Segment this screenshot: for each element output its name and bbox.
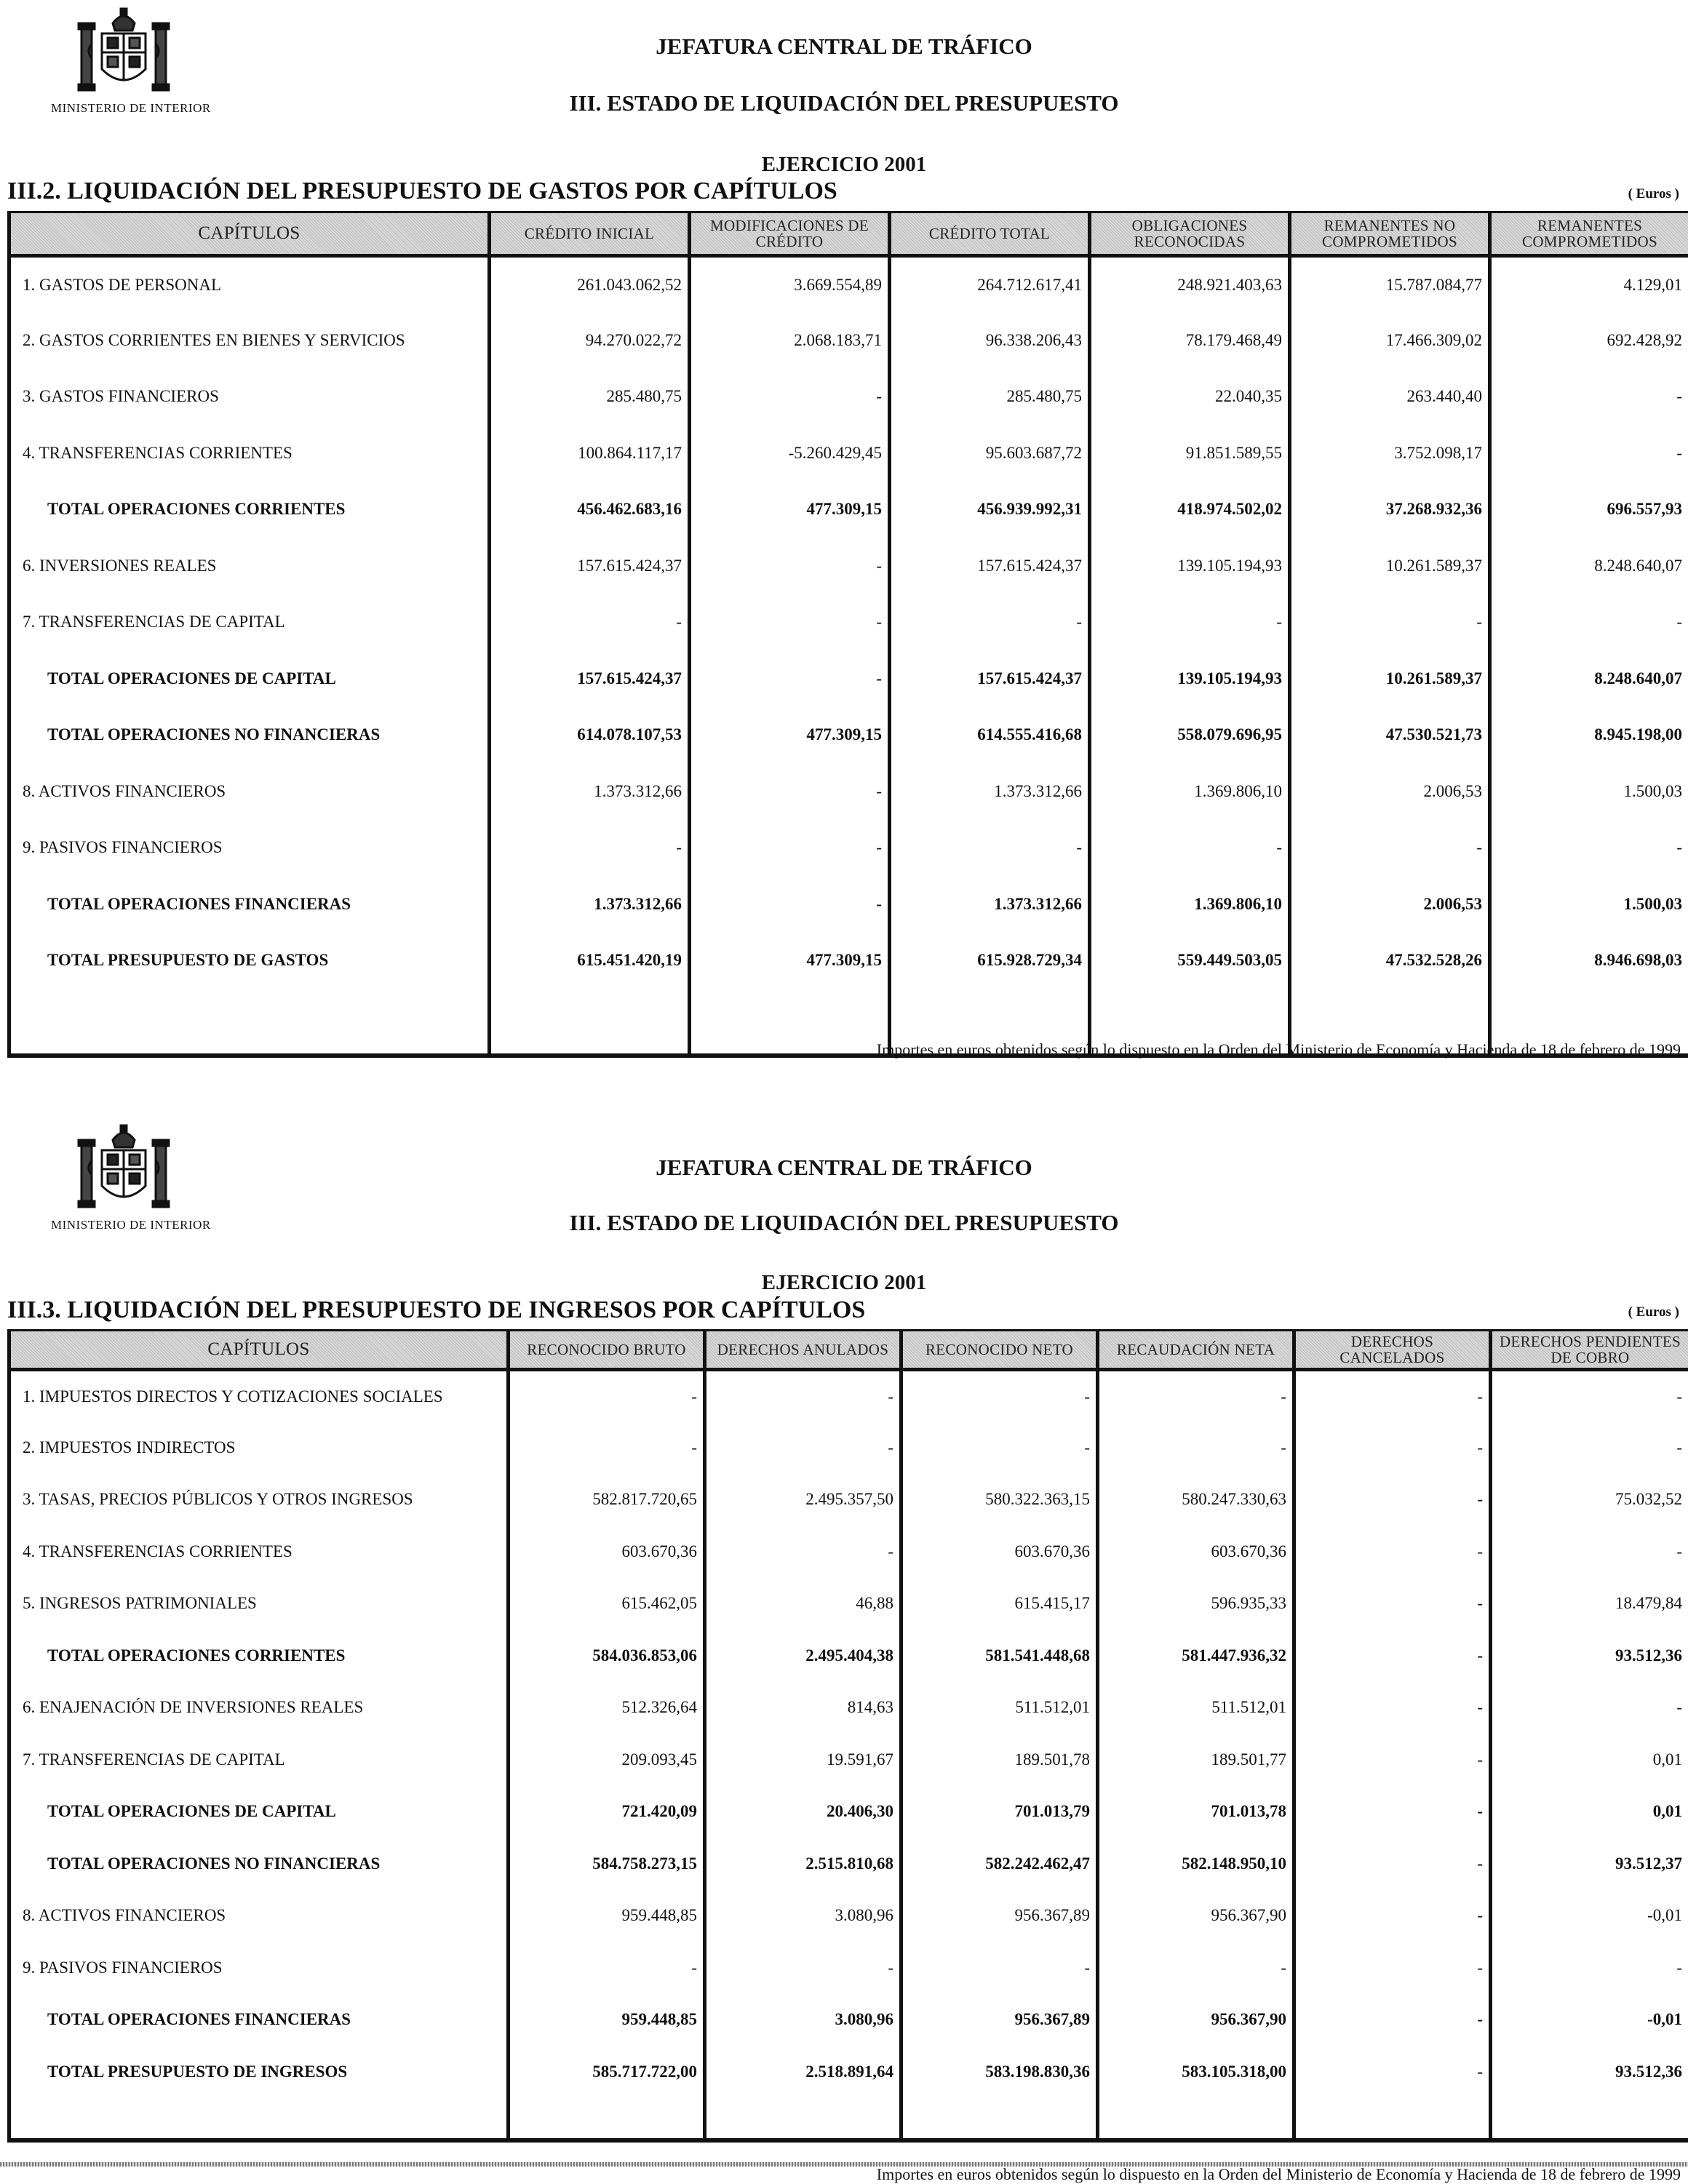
row-label: 2. GASTOS CORRIENTES EN BIENES Y SERVICIOS [9,312,490,369]
table-row [9,1526,1688,1578]
cell-value: - [509,1942,705,1994]
cell-value: 1.369.806,10 [1090,763,1290,820]
row-label: 1. IMPUESTOS DIRECTOS Y COTIZACIONES SOCIALES [9,1370,509,1422]
cell-value: - [1294,1474,1491,1526]
col-header: RECAUDACIÓN NETA [1098,1331,1294,1370]
table-row [9,763,1688,820]
table-row [9,312,1688,369]
table-row [9,1890,1688,1942]
cell-value: - [690,650,890,707]
cell-value: 696.557,93 [1490,482,1688,538]
cell-value: - [1294,1578,1491,1630]
cell-value: 3.669.554,89 [690,256,890,313]
cell-value: 189.501,77 [1098,1734,1294,1786]
cell-value: 1.373.312,66 [490,876,690,933]
cell-value: - [1294,1422,1491,1474]
cell-value: 959.448,85 [509,1994,705,2046]
cell-value: 37.268.932,36 [1290,482,1490,538]
cell-value: 17.466.309,02 [1290,312,1490,369]
cell-value: 814,63 [705,1682,901,1734]
table-row [9,1734,1688,1786]
row-label: 7. TRANSFERENCIAS DE CAPITAL [9,1734,509,1786]
cell-value: - [890,594,1090,651]
cell-value: 139.105.194,93 [1090,650,1290,707]
cell-value: 701.013,78 [1098,1786,1294,1838]
currency-units: ( Euros ) [1628,186,1679,202]
cell-value: 75.032,52 [1491,1474,1688,1526]
row-label: 8. ACTIVOS FINANCIEROS [9,763,490,820]
cell-value: 20.406,30 [705,1786,901,1838]
cell-value: - [705,1942,901,1994]
cell-value: - [1090,594,1290,651]
col-header: DERECHOS ANULADOS [705,1331,901,1370]
ingresos-table [7,1329,1688,2143]
total-row [9,1994,1688,2046]
cell-value: 2.006,53 [1290,876,1490,933]
total-row [9,1786,1688,1838]
table-row [9,1370,1688,1422]
cell-value: 418.974.502,02 [1090,482,1290,538]
table-row [9,425,1688,482]
cell-value: 8.946.698,03 [1490,933,1688,989]
empty-cell [690,989,890,1056]
cell-value: 559.449.503,05 [1090,933,1290,989]
cell-value: 2.495.357,50 [705,1474,901,1526]
row-label: 4. TRANSFERENCIAS CORRIENTES [9,1526,509,1578]
total-row [9,1838,1688,1890]
cell-value: 580.322.363,15 [901,1474,1098,1526]
row-label: TOTAL OPERACIONES DE CAPITAL [9,1786,509,1838]
cell-value: - [705,1422,901,1474]
fiscal-year: EJERCICIO 2001 [761,153,927,176]
cell-value: - [1491,1942,1688,1994]
cell-value: 456.462.683,16 [490,482,690,538]
row-label: TOTAL PRESUPUESTO DE GASTOS [9,933,490,989]
cell-value: - [1294,1942,1491,1994]
footnote: Importes en euros obtenidos según lo dispuesto en la Orden del Ministerio de Economía y Hacienda de 18 de febrero de 1999 [876,2165,1681,2183]
total-row [9,482,1688,538]
col-header: MODIFICACIONES DE CRÉDITO [690,212,890,256]
cell-value: 18.479,84 [1491,1578,1688,1630]
cell-value: 2.515.810,68 [705,1838,901,1890]
total-row [9,707,1688,764]
cell-value: - [1490,594,1688,651]
cell-value: 614.555.416,68 [890,707,1090,764]
cell-value: 157.615.424,37 [890,650,1090,707]
cell-value: - [1294,1526,1491,1578]
cell-value: - [1490,425,1688,482]
cell-value: 596.935,33 [1098,1578,1294,1630]
cell-value: - [690,876,890,933]
cell-value: 956.367,89 [901,1890,1098,1942]
fiscal-year: EJERCICIO 2001 [761,1271,927,1294]
cell-value: 3.752.098,17 [1290,425,1490,482]
cell-value: 581.447.936,32 [1098,1630,1294,1682]
cell-value: 614.078.107,53 [490,707,690,764]
cell-value: 615.928.729,34 [890,933,1090,989]
row-label: TOTAL OPERACIONES NO FINANCIERAS [9,1838,509,1890]
cell-value: 47.530.521,73 [1290,707,1490,764]
cell-value: 94.270.022,72 [490,312,690,369]
cell-value: - [1098,1422,1294,1474]
cell-value: 93.512,36 [1491,2046,1688,2098]
cell-value: 261.043.062,52 [490,256,690,313]
cell-value: - [509,1370,705,1422]
col-header: CAPÍTULOS [9,212,490,256]
empty-cell [9,989,490,1056]
row-label: 9. PASIVOS FINANCIEROS [9,1942,509,1994]
agency-title: JEFATURA CENTRAL DE TRÁFICO [656,33,1032,59]
cell-value: 456.939.992,31 [890,482,1090,538]
cell-value: 583.198.830,36 [901,2046,1098,2098]
cell-value: 157.615.424,37 [490,538,690,594]
row-label: TOTAL OPERACIONES FINANCIERAS [9,1994,509,2046]
cell-value: 3.080,96 [705,1890,901,1942]
cell-value: 47.532.528,26 [1290,933,1490,989]
table-row [9,538,1688,594]
cell-value: - [1090,820,1290,877]
total-row [9,876,1688,933]
cell-value: - [690,763,890,820]
table-row [9,1942,1688,1994]
table-row [9,256,1688,313]
row-label: TOTAL OPERACIONES FINANCIERAS [9,876,490,933]
cell-value: 585.717.722,00 [509,2046,705,2098]
cell-value: 512.326,64 [509,1682,705,1734]
table-row [9,1578,1688,1630]
cell-value: 1.500,03 [1490,876,1688,933]
row-label: 5. INGRESOS PATRIMONIALES [9,1578,509,1630]
cell-value: - [1294,2046,1491,2098]
cell-value: 2.495.404,38 [705,1630,901,1682]
col-header: RECONOCIDO BRUTO [509,1331,705,1370]
cell-value: 91.851.589,55 [1090,425,1290,482]
col-header: CRÉDITO INICIAL [490,212,690,256]
cell-value: 0,01 [1491,1734,1688,1786]
cell-value: - [1491,1422,1688,1474]
table-row [9,1682,1688,1734]
cell-value: 580.247.330,63 [1098,1474,1294,1526]
cell-value: - [1490,820,1688,877]
table-row [9,820,1688,877]
row-label: 4. TRANSFERENCIAS CORRIENTES [9,425,490,482]
cell-value: 22.040,35 [1090,369,1290,426]
cell-value: - [1098,1942,1294,1994]
cell-value: - [1491,1682,1688,1734]
row-label: 7. TRANSFERENCIAS DE CAPITAL [9,594,490,651]
gastos-section [0,0,1688,1069]
cell-value: - [1294,1682,1491,1734]
col-header: DERECHOS CANCELADOS [1294,1331,1491,1370]
cell-value: 157.615.424,37 [490,650,690,707]
empty-cell [1098,2098,1294,2140]
footnote: Importes en euros obtenidos según lo dispuesto en la Orden del Ministerio de Economía y Hacienda de 18 de febrero de 1999 [876,1040,1681,1059]
cell-value: -0,01 [1491,1890,1688,1942]
row-label: 6. INVERSIONES REALES [9,538,490,594]
empty-cell [1294,2098,1491,2140]
cell-value: - [1490,369,1688,426]
cell-value: 96.338.206,43 [890,312,1090,369]
row-label: 9. PASIVOS FINANCIEROS [9,820,490,877]
row-label: 3. TASAS, PRECIOS PÚBLICOS Y OTROS INGRESOS [9,1474,509,1526]
cell-value: - [901,1370,1098,1422]
cell-value: 692.428,92 [1490,312,1688,369]
cell-value: 583.105.318,00 [1098,2046,1294,2098]
cell-value: - [1294,1630,1491,1682]
total-row [9,933,1688,989]
cell-value: 959.448,85 [509,1890,705,1942]
gastos-title: III.2. LIQUIDACIÓN DEL PRESUPUESTO DE GASTOS POR CAPÍTULOS [7,178,837,204]
cell-value: - [690,538,890,594]
cell-value: 558.079.696,95 [1090,707,1290,764]
cell-value: - [1294,1734,1491,1786]
cell-value: - [1491,1526,1688,1578]
empty-cell [509,2098,705,2140]
cell-value: 477.309,15 [690,933,890,989]
cell-value: 956.367,90 [1098,1890,1294,1942]
cell-value: -5.260.429,45 [690,425,890,482]
cell-value: - [1294,1890,1491,1942]
col-header: CRÉDITO TOTAL [890,212,1090,256]
cell-value: - [1290,820,1490,877]
cell-value: - [490,594,690,651]
cell-value: - [890,820,1090,877]
cell-value: - [1290,594,1490,651]
col-header: DERECHOS PENDIENTES DE COBRO [1491,1331,1688,1370]
cell-value: 10.261.589,37 [1290,650,1490,707]
gastos-table [7,211,1688,1058]
cell-value: 721.420,09 [509,1786,705,1838]
ingresos-header-row [9,1331,1688,1370]
cell-value: 8.248.640,07 [1490,538,1688,594]
cell-value: - [1098,1370,1294,1422]
cell-value: 477.309,15 [690,707,890,764]
row-label: TOTAL OPERACIONES CORRIENTES [9,482,490,538]
cell-value: 511.512,01 [901,1682,1098,1734]
cell-value: 615.415,17 [901,1578,1098,1630]
report-subtitle: III. ESTADO DE LIQUIDACIÓN DEL PRESUPUESTO [569,1210,1119,1235]
ministry-label: MINISTERIO DE INTERIOR [51,1218,211,1232]
cell-value: 93.512,37 [1491,1838,1688,1890]
cell-value: 582.817.720,65 [509,1474,705,1526]
ministry-label: MINISTERIO DE INTERIOR [51,101,211,115]
ingresos-title: III.3. LIQUIDACIÓN DEL PRESUPUESTO DE INGRESOS POR CAPÍTULOS [7,1296,866,1323]
cell-value: 477.309,15 [690,482,890,538]
cell-value: - [509,1422,705,1474]
cell-value: 8.945.198,00 [1490,707,1688,764]
cell-value: 46,88 [705,1578,901,1630]
col-header: REMANENTES NO COMPROMETIDOS [1290,212,1490,256]
row-label: TOTAL PRESUPUESTO DE INGRESOS [9,2046,509,2098]
cell-value: 511.512,01 [1098,1682,1294,1734]
cell-value: 93.512,36 [1491,1630,1688,1682]
cell-value: - [1294,1370,1491,1422]
row-label: 8. ACTIVOS FINANCIEROS [9,1890,509,1942]
cell-value: - [1294,1786,1491,1838]
cell-value: 8.248.640,07 [1490,650,1688,707]
cell-value: 603.670,36 [901,1526,1098,1578]
cell-value: 582.242.462,47 [901,1838,1098,1890]
cell-value: 581.541.448,68 [901,1630,1098,1682]
cell-value: 603.670,36 [1098,1526,1294,1578]
cell-value: - [1491,1370,1688,1422]
cell-value: 95.603.687,72 [890,425,1090,482]
cell-value: 615.451.420,19 [490,933,690,989]
spacer-row [9,2098,1688,2140]
total-row [9,650,1688,707]
table-row [9,1422,1688,1474]
gastos-header-row [9,212,1688,256]
cell-value: 603.670,36 [509,1526,705,1578]
cell-value: 10.261.589,37 [1290,538,1490,594]
empty-cell [901,2098,1098,2140]
cell-value: 139.105.194,93 [1090,538,1290,594]
cell-value: 263.440,40 [1290,369,1490,426]
cell-value: 584.758.273,15 [509,1838,705,1890]
cell-value: 3.080,96 [705,1994,901,2046]
col-header: REMANENTES COMPROMETIDOS [1490,212,1688,256]
table-row [9,1474,1688,1526]
cell-value: 582.148.950,10 [1098,1838,1294,1890]
cell-value: 157.615.424,37 [890,538,1090,594]
cell-value: 2.006,53 [1290,763,1490,820]
cell-value: - [1294,1838,1491,1890]
row-label: TOTAL OPERACIONES DE CAPITAL [9,650,490,707]
cell-value: 285.480,75 [490,369,690,426]
cell-value: -0,01 [1491,1994,1688,2046]
total-row [9,1630,1688,1682]
row-label: 1. GASTOS DE PERSONAL [9,256,490,313]
empty-cell [705,2098,901,2140]
cell-value: 1.369.806,10 [1090,876,1290,933]
cell-value: - [690,820,890,877]
cell-value: 956.367,90 [1098,1994,1294,2046]
cell-value: 264.712.617,41 [890,256,1090,313]
agency-title: JEFATURA CENTRAL DE TRÁFICO [656,1155,1032,1180]
ingresos-section [0,1117,1688,2184]
cell-value: - [1294,1994,1491,2046]
row-label: TOTAL OPERACIONES NO FINANCIERAS [9,707,490,764]
cell-value: 956.367,89 [901,1994,1098,2046]
col-header: CAPÍTULOS [9,1331,509,1370]
currency-units: ( Euros ) [1628,1304,1679,1320]
cell-value: 209.093,45 [509,1734,705,1786]
row-label: 2. IMPUESTOS INDIRECTOS [9,1422,509,1474]
cell-value: 2.518.891,64 [705,2046,901,2098]
cell-value: - [690,369,890,426]
row-label: 3. GASTOS FINANCIEROS [9,369,490,426]
cell-value: 584.036.853,06 [509,1630,705,1682]
cell-value: - [901,1422,1098,1474]
col-header: RECONOCIDO NETO [901,1331,1098,1370]
cell-value: 701.013,79 [901,1786,1098,1838]
cell-value: 1.373.312,66 [890,876,1090,933]
row-label: TOTAL OPERACIONES CORRIENTES [9,1630,509,1682]
cell-value: 4.129,01 [1490,256,1688,313]
cell-value: 1.373.312,66 [490,763,690,820]
cell-value: 1.500,03 [1490,763,1688,820]
cell-value: 100.864.117,17 [490,425,690,482]
cell-value: 189.501,78 [901,1734,1098,1786]
cell-value: 78.179.468,49 [1090,312,1290,369]
cell-value: 285.480,75 [890,369,1090,426]
cell-value: 0,01 [1491,1786,1688,1838]
col-header: OBLIGACIONES RECONOCIDAS [1090,212,1290,256]
cell-value: - [705,1370,901,1422]
table-row [9,369,1688,426]
cell-value: - [705,1526,901,1578]
empty-cell [1491,2098,1688,2140]
cell-value: 2.068.183,71 [690,312,890,369]
cell-value: - [690,594,890,651]
cell-value: 1.373.312,66 [890,763,1090,820]
cell-value: 15.787.084,77 [1290,256,1490,313]
row-label: 6. ENAJENACIÓN DE INVERSIONES REALES [9,1682,509,1734]
cell-value: 248.921.403,63 [1090,256,1290,313]
table-row [9,594,1688,651]
cell-value: - [901,1942,1098,1994]
report-subtitle: III. ESTADO DE LIQUIDACIÓN DEL PRESUPUESTO [569,90,1119,116]
empty-cell [9,2098,509,2140]
cell-value: 19.591,67 [705,1734,901,1786]
cell-value: - [490,820,690,877]
cell-value: 615.462,05 [509,1578,705,1630]
empty-cell [490,989,690,1056]
total-row [9,2046,1688,2098]
